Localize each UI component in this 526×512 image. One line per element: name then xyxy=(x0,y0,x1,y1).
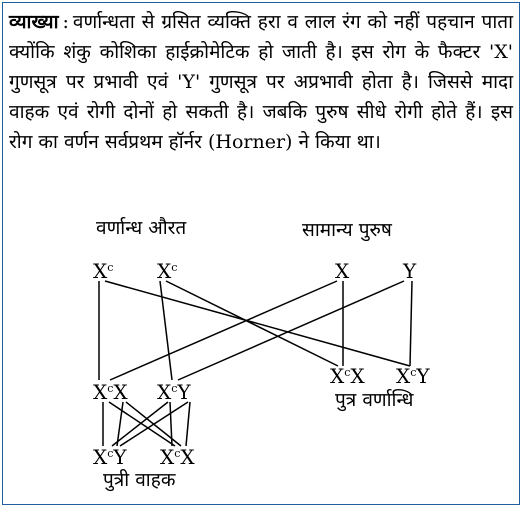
parent-male-y: Y xyxy=(403,259,417,283)
label-daughter-carrier: पुत्री वाहक xyxy=(103,469,176,491)
explanation-colon: : xyxy=(62,11,69,33)
label-colorblind-woman: वर्णान्ध औरत xyxy=(96,217,187,239)
f1-son-xcy: $X^cY$ xyxy=(396,364,430,388)
label-normal-man: सामान्य पुरुष xyxy=(302,219,392,241)
explanation-heading: व्याख्या xyxy=(9,11,59,33)
f2-xcy: $X^cY$ xyxy=(93,445,127,469)
f1-son-xcx: $X^cX$ xyxy=(330,364,365,388)
f2-xcx: $X^cX$ xyxy=(160,445,195,469)
f1-daughter-xcx: $X^cX$ xyxy=(93,380,128,404)
f1-daughter-xcy: $X^cY$ xyxy=(157,380,191,404)
label-son-colorblind: पुत्र वर्णान्धि xyxy=(335,389,414,411)
explanation-body: वर्णान्धता से ग्रसित व्यक्ति हरा व लाल रंग को नहीं पहचान पाता क्योंकि शंकु कोशिका हाईक्रोमेटिक हो जाती है। इस रोग के फैक्टर 'X' गुणसूत्र पर प्रभावी एवं 'Y' गुणसूत्र पर अप्रभावी होता है। जिससे मादा वाहक एवं रोगी दोनों हो सकती है। जबकि पुरुष सीधे रोगी होते हैं। इस रोग का वर्णन सर्वप्रथम हॉर्नर (Horner) ने किया था। xyxy=(9,11,513,153)
parent-female-xc-2: $X^c$ xyxy=(157,259,178,283)
parent-female-xc-1: $X^c$ xyxy=(93,259,114,283)
parent-male-x: X xyxy=(335,259,350,283)
